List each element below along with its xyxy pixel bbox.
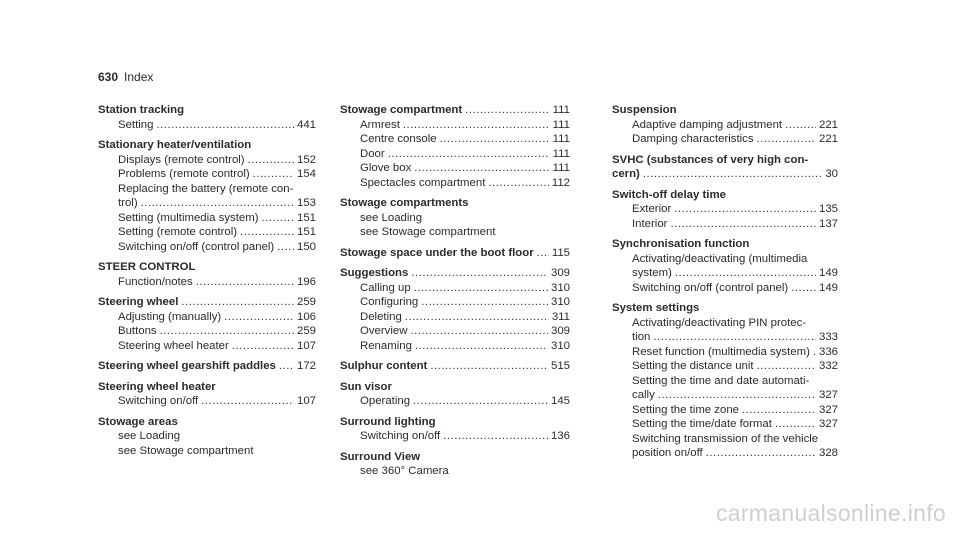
index-entry-line: Replacing the battery (remote con- [118, 182, 294, 195]
index-entry: Glove box ..... 111 [340, 161, 570, 176]
index-entry: system) ..... 149 [612, 266, 838, 281]
index-heading: Stowage areas [98, 415, 178, 428]
page-ref[interactable]: 151 [296, 226, 316, 238]
cross-reference[interactable]: see Loading [360, 211, 423, 224]
page-ref[interactable]: 154 [296, 168, 316, 180]
index-entry: Deleting ..... 311 [340, 310, 570, 325]
page-ref[interactable]: 310 [550, 281, 570, 294]
page-ref[interactable]: 328 [818, 447, 838, 459]
page-ref[interactable]: 136 [550, 430, 570, 442]
page-ref[interactable]: 149 [818, 281, 838, 294]
index-heading: SVHC (substances of very high con- [612, 153, 809, 166]
index-column-3 [612, 103, 838, 461]
index-entry: Exterior ..... 135 [612, 202, 838, 217]
index-entry: Function/notes ..... 196 [98, 275, 316, 290]
index-heading: Sun visor [340, 380, 392, 393]
index-entry: Setting (remote control) ..... 151 [98, 225, 316, 240]
index-entry: trol) ..... 153 [98, 196, 316, 211]
page-ref[interactable]: 309 [550, 267, 570, 279]
page-ref[interactable]: 327 [818, 418, 838, 430]
index-entry: Adaptive damping adjustment ..... 221 [612, 118, 838, 133]
cross-reference[interactable]: see 360° Camera [360, 465, 449, 477]
index-entry: Switching on/off (control panel) ..... 150 [98, 240, 316, 255]
watermark: carmanualsonline.info [715, 500, 946, 526]
index-entry: Calling up ..... 310 [340, 281, 570, 296]
index-entry: Operating ..... 145 [340, 394, 570, 409]
index-entry: tion ..... 333 [612, 330, 838, 345]
index-entry: Renaming ..... 310 [340, 339, 570, 354]
page-header [98, 70, 153, 84]
page-ref[interactable]: 259 [296, 325, 316, 337]
cross-reference[interactable]: see Loading [118, 430, 181, 442]
index-heading: Stowage compartment ..... 111 [340, 103, 570, 118]
index-heading: cern) ..... 30 [612, 167, 838, 182]
index-column-2 [340, 103, 570, 479]
page-ref[interactable]: 152 [296, 153, 316, 166]
index-entry-line: Activating/deactivating PIN protec- [632, 316, 807, 329]
page-ref[interactable]: 111 [552, 118, 570, 131]
index-entry: position on/off ..... 328 [612, 446, 838, 461]
index-heading: Synchronisation function [612, 238, 750, 250]
page-ref[interactable]: 441 [296, 118, 316, 131]
page-ref[interactable]: 151 [296, 211, 316, 224]
index-entry: cally ..... 327 [612, 388, 838, 403]
index-heading: Sulphur content ..... 515 [340, 359, 570, 374]
index-entry: Setting the time/date format ..... 327 [612, 417, 838, 432]
page-ref[interactable]: 107 [296, 339, 316, 352]
index-entry: Setting ..... 441 [98, 118, 316, 133]
index-entry: Setting the time zone ..... 327 [612, 403, 838, 418]
page-ref[interactable]: 150 [296, 240, 316, 253]
cross-reference[interactable]: see Stowage compartment [118, 444, 254, 457]
page-ref[interactable]: 327 [818, 403, 838, 416]
page-ref[interactable]: 332 [818, 360, 838, 372]
page-ref[interactable]: 106 [296, 310, 316, 323]
page-ref[interactable]: 311 [551, 310, 570, 323]
page-ref[interactable]: 145 [550, 395, 570, 407]
index-entry: Configuring ..... 310 [340, 295, 570, 310]
index-entry: Door ..... 111 [340, 147, 570, 162]
index-column-1 [98, 103, 316, 458]
index-heading: Suspension [612, 104, 677, 116]
index-heading: Steering wheel ..... 259 [98, 295, 316, 310]
page-ref[interactable]: 111 [552, 133, 570, 145]
index-entry: Interior ..... 137 [612, 217, 838, 232]
page-ref[interactable]: 310 [550, 339, 570, 352]
page-ref[interactable]: 310 [550, 296, 570, 308]
index-entry: Overview ..... 309 [340, 324, 570, 339]
index-heading: Stowage space under the boot floor ..... 115 [340, 246, 570, 261]
index-heading: Switch-off delay time [612, 188, 726, 201]
index-heading: Steering wheel heater [98, 380, 216, 393]
index-entry-line: Setting the time and date automati- [632, 374, 810, 387]
index-entry: Setting (multimedia system) ..... 151 [98, 211, 316, 226]
page-ref[interactable]: 111 [552, 147, 570, 160]
page-ref[interactable]: 135 [818, 203, 838, 215]
page-number: 630 [98, 70, 119, 84]
index-heading: Station tracking [98, 104, 185, 116]
index-entry: Switching on/off ..... 107 [98, 394, 316, 409]
index-entry: Reset function (multimedia system) ..... 336 [612, 345, 838, 360]
page-ref[interactable]: 30 [825, 168, 838, 180]
index-entry: Adjusting (manually) ..... 106 [98, 310, 316, 325]
index-heading: STEER CONTROL [98, 261, 196, 273]
page-ref[interactable]: 515 [550, 360, 570, 372]
page-ref[interactable]: 333 [818, 331, 838, 343]
page-ref[interactable]: 172 [296, 360, 316, 372]
page-title: Index [124, 70, 154, 84]
page-ref[interactable]: 137 [818, 217, 838, 230]
index-entry: Displays (remote control) ..... 152 [98, 153, 316, 168]
page-ref[interactable]: 309 [550, 325, 570, 337]
page-ref[interactable]: 327 [818, 389, 838, 401]
page-ref[interactable]: 221 [818, 118, 838, 131]
index-entry: Problems (remote control) ..... 154 [98, 167, 316, 182]
index-entry: Setting the distance unit ..... 332 [612, 359, 838, 374]
index-heading: Surround lighting [340, 415, 436, 428]
page-ref[interactable]: 115 [551, 246, 570, 259]
index-entry: Buttons ..... 259 [98, 324, 316, 339]
index-entry: Spectacles compartment ..... 112 [340, 176, 570, 191]
index-entry: Steering wheel heater ..... 107 [98, 339, 316, 354]
index-entry: Switching on/off ..... 136 [340, 429, 570, 444]
index-heading: Surround View [340, 450, 421, 463]
page-ref[interactable]: 111 [552, 162, 570, 174]
page-ref[interactable]: 112 [551, 176, 570, 189]
index-entry: Damping characteristics ..... 221 [612, 132, 838, 147]
index-heading: Stowage compartments [340, 197, 469, 209]
index-heading: Steering wheel gearshift paddles ..... 172 [98, 359, 316, 374]
index-entry: Switching on/off (control panel) ..... 149 [612, 281, 838, 296]
index-heading: Stationary heater/ventilation [98, 139, 252, 151]
cross-reference[interactable]: see Stowage compartment [360, 226, 496, 238]
index-entry: Armrest ..... 111 [340, 118, 570, 133]
page-ref[interactable]: 111 [552, 104, 570, 116]
index-entry: Centre console ..... 111 [340, 132, 570, 147]
page-ref[interactable]: 259 [296, 296, 316, 308]
page-ref[interactable]: 153 [296, 197, 316, 209]
index-entry-line: Switching transmission of the vehicle [632, 432, 819, 445]
index-heading: Suggestions ..... 309 [340, 266, 570, 281]
page-ref[interactable]: 196 [296, 275, 316, 288]
page-ref[interactable]: 149 [818, 267, 838, 279]
page-ref[interactable]: 107 [296, 395, 316, 407]
index-entry-line: Activating/deactivating (multimedia [632, 252, 808, 265]
page-ref[interactable]: 221 [818, 133, 838, 145]
index-heading: System settings [612, 302, 700, 314]
page-ref[interactable]: 336 [818, 345, 838, 358]
